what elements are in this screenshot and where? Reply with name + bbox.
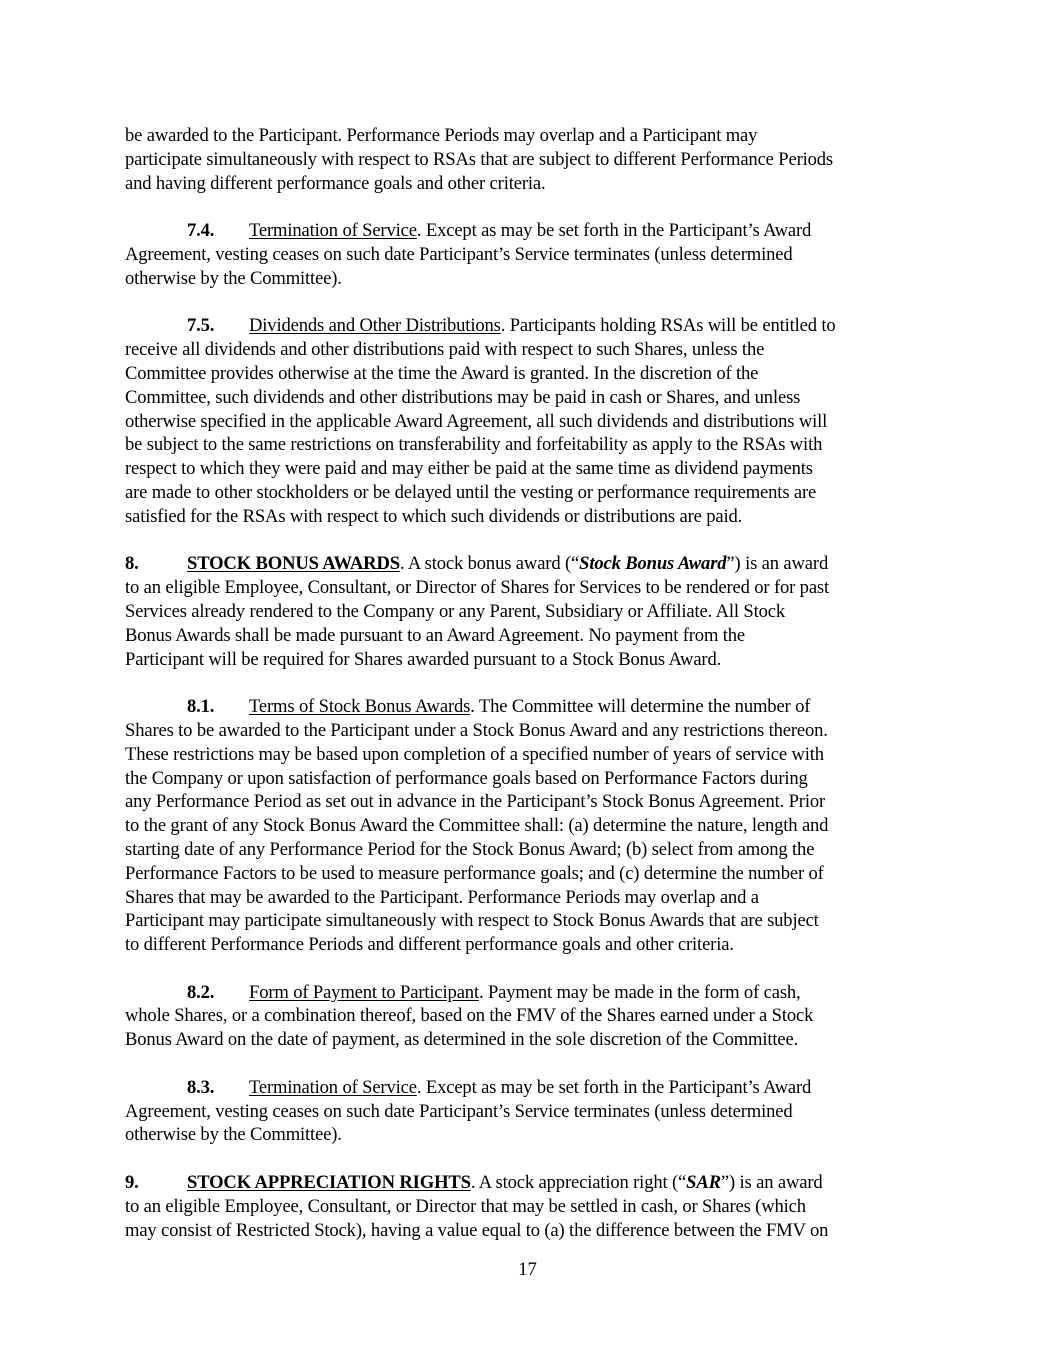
section-first-line bbox=[125, 314, 935, 338]
section-text: ”) is an award bbox=[720, 1172, 823, 1194]
text-line: Bonus Awards shall be made pursuant to an Award Agreement. No payment from the bbox=[125, 624, 746, 646]
text-line: any Performance Period as set out in advance in the Participant’s Stock Bonus Agreement. Prior bbox=[125, 791, 826, 813]
text-line: participate simultaneously with respect to RSAs that are subject to different Performance Periods bbox=[125, 148, 834, 170]
section-9 bbox=[125, 1171, 935, 1242]
text-line: satisfied for the RSAs with respect to which such dividends or distributions are paid. bbox=[125, 505, 743, 527]
text-line: Committee provides otherwise at the time the Award is granted. In the discretion of the bbox=[125, 362, 759, 384]
document-page bbox=[125, 124, 935, 1266]
text-line: Agreement, vesting ceases on such date Participant’s Service terminates (unless determined bbox=[125, 1100, 793, 1122]
section-first-line bbox=[125, 1076, 935, 1100]
section-text: ”) is an award bbox=[726, 553, 829, 575]
text-line: and having different performance goals and other criteria. bbox=[125, 172, 546, 194]
text-line: Bonus Award on the date of payment, as determined in the sole discretion of the Committee. bbox=[125, 1029, 799, 1051]
text-line: Participant will be required for Shares awarded pursuant to a Stock Bonus Award. bbox=[125, 648, 722, 670]
section-text: . Payment may be made in the form of cash, bbox=[478, 981, 801, 1003]
text-line: Agreement, vesting ceases on such date Participant’s Service terminates (unless determined bbox=[125, 243, 793, 265]
text-line: receive all dividends and other distributions paid with respect to such Shares, unless the bbox=[125, 339, 765, 361]
text-line: otherwise specified in the applicable Award Agreement, all such dividends and distributions will bbox=[125, 410, 828, 432]
section-number: 7.4. bbox=[187, 220, 215, 242]
section-first-line bbox=[125, 219, 935, 243]
text-line: otherwise by the Committee). bbox=[125, 1124, 342, 1146]
section-8 bbox=[125, 552, 935, 671]
section-number: 8.1. bbox=[187, 696, 215, 718]
section-7-5 bbox=[125, 314, 935, 528]
text-line: the Company or upon satisfaction of performance goals based on Performance Factors during bbox=[125, 767, 808, 789]
text-line: Participant may participate simultaneously with respect to Stock Bonus Awards that are subject bbox=[125, 910, 819, 932]
text-line: are made to other stockholders or be delayed until the vesting or performance requirements are bbox=[125, 481, 817, 503]
section-8-1 bbox=[125, 695, 935, 957]
section-heading: STOCK BONUS AWARDS bbox=[187, 553, 400, 575]
text-line: to an eligible Employee, Consultant, or Director of Shares for Services to be rendered or for past bbox=[125, 577, 830, 599]
section-text: . Except as may be set forth in the Participant’s Award bbox=[416, 220, 812, 242]
section-7-4 bbox=[125, 219, 935, 290]
text-line: be awarded to the Participant. Performance Periods may overlap and a Participant may bbox=[125, 125, 758, 146]
section-title: Terms of Stock Bonus Awards bbox=[249, 696, 471, 718]
section-number: 7.5. bbox=[187, 315, 215, 337]
text-line: to an eligible Employee, Consultant, or Director that may be settled in cash, or Shares (which bbox=[125, 1195, 806, 1217]
text-line: starting date of any Performance Period for the Stock Bonus Award; (b) select from among the bbox=[125, 838, 815, 860]
section-text: . Participants holding RSAs will be entitled to bbox=[500, 315, 836, 337]
page-number: 17 bbox=[518, 1259, 537, 1280]
section-text: . The Committee will determine the number of bbox=[470, 696, 811, 718]
section-first-line bbox=[125, 695, 935, 719]
text-line: to different Performance Periods and different performance goals and other criteria. bbox=[125, 934, 734, 956]
section-8-2 bbox=[125, 981, 935, 1052]
section-first-line bbox=[125, 1171, 935, 1195]
paragraph-continuation bbox=[125, 124, 935, 195]
text-line: respect to which they were paid and may either be paid at the same time as dividend payments bbox=[125, 458, 813, 480]
text-line: Performance Factors to be used to measure performance goals; and (c) determine the number of bbox=[125, 862, 824, 884]
section-8-3 bbox=[125, 1076, 935, 1147]
text-line: Shares to be awarded to the Participant under a Stock Bonus Award and any restrictions thereon. bbox=[125, 719, 828, 741]
text-line: whole Shares, or a combination thereof, based on the FMV of the Shares earned under a Stock bbox=[125, 1005, 814, 1027]
section-number: 8.2. bbox=[187, 981, 215, 1003]
text-line: to the grant of any Stock Bonus Award the Committee shall: (a) determine the nature, length and bbox=[125, 815, 829, 837]
section-title: Termination of Service bbox=[249, 1076, 417, 1098]
text-line: be subject to the same restrictions on transferability and forfeitability as apply to the RSAs with bbox=[125, 434, 823, 456]
section-number: 9. bbox=[125, 1172, 139, 1194]
section-number: 8. bbox=[125, 553, 139, 575]
text-line: may consist of Restricted Stock), having a value equal to (a) the difference between the FMV on bbox=[125, 1219, 829, 1241]
defined-term: Stock Bonus Award bbox=[579, 553, 727, 575]
section-text: . Except as may be set forth in the Participant’s Award bbox=[416, 1076, 812, 1098]
section-title: Dividends and Other Distributions bbox=[249, 315, 501, 337]
section-first-line bbox=[125, 552, 935, 576]
section-number: 8.3. bbox=[187, 1076, 215, 1098]
section-title: Termination of Service bbox=[249, 220, 417, 242]
text-line: Shares that may be awarded to the Participant. Performance Periods may overlap and a bbox=[125, 886, 759, 908]
section-title: Form of Payment to Participant bbox=[249, 981, 479, 1003]
section-heading: STOCK APPRECIATION RIGHTS bbox=[187, 1172, 471, 1194]
section-text: . A stock appreciation right (“ bbox=[470, 1172, 687, 1194]
section-text: . A stock bonus award (“ bbox=[399, 553, 580, 575]
defined-term: SAR bbox=[686, 1172, 721, 1194]
text-line: Committee, such dividends and other distributions may be paid in cash or Shares, and unless bbox=[125, 386, 801, 408]
section-first-line bbox=[125, 981, 935, 1005]
text-line: Services already rendered to the Company or any Parent, Subsidiary or Affiliate. All Stock bbox=[125, 600, 786, 622]
text-line: otherwise by the Committee). bbox=[125, 267, 342, 289]
text-line: These restrictions may be based upon completion of a specified number of years of service with bbox=[125, 743, 824, 765]
